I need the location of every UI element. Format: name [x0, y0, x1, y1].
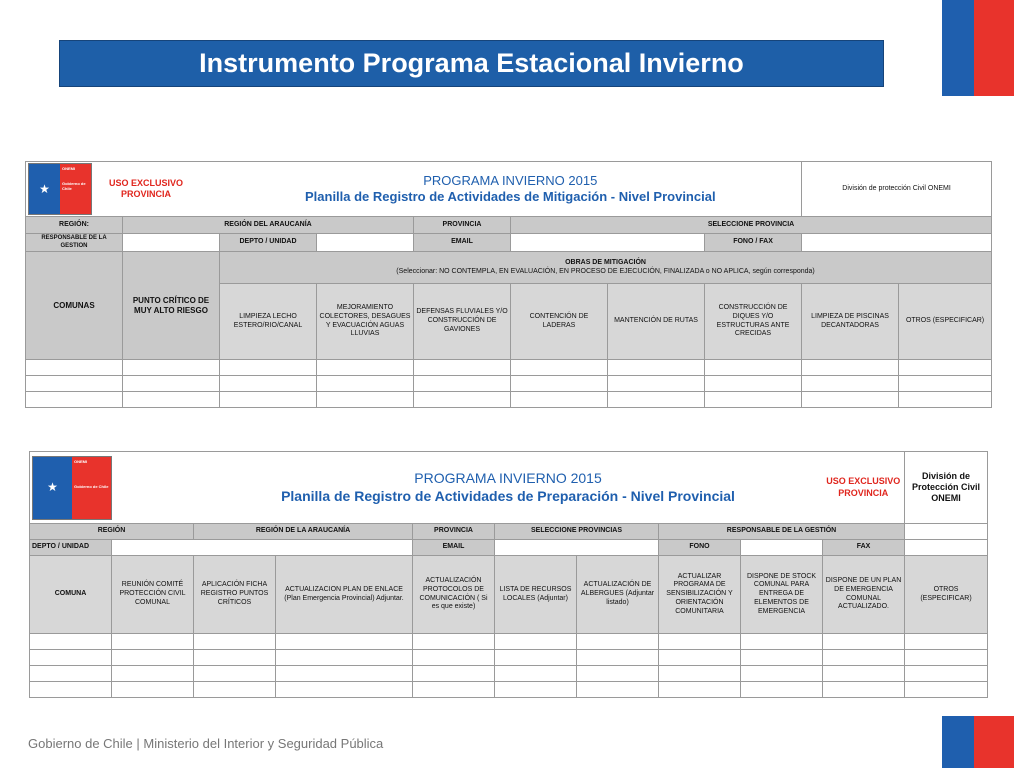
table-row	[30, 634, 988, 650]
column-header: OTROS (ESPECIFICAR)	[905, 556, 988, 634]
email-label: EMAIL	[414, 234, 511, 252]
table-cell[interactable]	[220, 360, 317, 376]
table-cell[interactable]	[577, 634, 659, 650]
obras-title: OBRAS DE MITIGACIÓN	[565, 258, 646, 266]
responsable-label: RESPONSABLE DE LA GESTION	[26, 234, 123, 252]
comuna-header: COMUNA	[30, 556, 112, 634]
table-row	[26, 360, 992, 376]
header-logo-cell	[26, 162, 220, 217]
depto-label: DEPTO / UNIDAD	[220, 234, 317, 252]
table-cell[interactable]	[741, 634, 823, 650]
table-cell[interactable]	[899, 376, 992, 392]
programa-label: PROGRAMA INVIERNO 2015	[414, 470, 602, 486]
table-cell[interactable]	[30, 666, 112, 682]
column-header: LISTA DE RECURSOS LOCALES (Adjuntar)	[495, 556, 577, 634]
table-cell[interactable]	[413, 666, 495, 682]
table-cell[interactable]	[413, 634, 495, 650]
table-cell[interactable]	[823, 682, 905, 698]
star-icon: ★	[47, 480, 58, 494]
table-cell[interactable]	[608, 392, 705, 408]
table-cell[interactable]	[577, 650, 659, 666]
table-cell[interactable]	[608, 376, 705, 392]
table-cell[interactable]	[577, 682, 659, 698]
column-header: MANTENCIÓN DE RUTAS	[608, 284, 705, 360]
table-cell[interactable]	[194, 666, 276, 682]
column-header: REUNIÓN COMITÉ PROTECCIÓN CIVIL COMUNAL	[112, 556, 194, 634]
column-header: MEJORAMIENTO COLECTORES, DESAGUES Y EVACUACIÓN AGUAS LLUVIAS	[317, 284, 414, 360]
table-row	[30, 650, 988, 666]
table-cell[interactable]	[705, 376, 802, 392]
onemi-logo: ★ ONEMI Gobierno de Chile	[32, 456, 112, 520]
fono-fax-input[interactable]	[802, 234, 992, 252]
depto-label: DEPTO / UNIDAD	[30, 540, 112, 556]
table-row	[26, 392, 992, 408]
table-cell[interactable]	[414, 392, 511, 408]
table-row	[30, 666, 988, 682]
table-cell[interactable]	[802, 360, 899, 376]
table-cell[interactable]	[194, 634, 276, 650]
column-header: OTROS (ESPECIFICAR)	[899, 284, 992, 360]
column-header: DISPONE DE STOCK COMUNAL PARA ENTREGA DE ELEMENTOS DE EMERGENCIA	[741, 556, 823, 634]
table-cell[interactable]	[30, 634, 112, 650]
email-input[interactable]	[511, 234, 705, 252]
planilla-label: Planilla de Registro de Actividades de Preparación - Nivel Provincial	[281, 487, 735, 504]
table-cell[interactable]	[741, 650, 823, 666]
region-value: REGIÓN DEL ARAUCANÍA	[123, 217, 414, 234]
mitigation-form-table	[25, 161, 992, 408]
table-cell[interactable]	[608, 360, 705, 376]
depto-input[interactable]	[317, 234, 414, 252]
column-header: ACTUALIZACION PLAN DE ENLACE (Plan Emergencia Provincial) Adjuntar.	[276, 556, 413, 634]
table-cell[interactable]	[659, 634, 741, 650]
table-cell[interactable]	[899, 360, 992, 376]
uso-exclusivo-label: USO EXCLUSIVO PROVINCIA	[108, 177, 183, 199]
division-label: División de protección Civil ONEMI	[802, 162, 992, 217]
region-label: REGIÓN:	[26, 217, 123, 234]
division-label: División de Protección Civil ONEMI	[905, 452, 988, 524]
column-header: CONTENCIÓN DE LADERAS	[511, 284, 608, 360]
slide-title: Instrumento Programa Estacional Invierno	[59, 40, 884, 87]
obras-header	[220, 252, 992, 284]
programa-label: PROGRAMA INVIERNO 2015	[423, 172, 598, 188]
table-cell[interactable]	[905, 650, 988, 666]
table-cell[interactable]	[905, 682, 988, 698]
table-cell[interactable]	[317, 376, 414, 392]
table-cell[interactable]	[659, 682, 741, 698]
table-cell[interactable]	[413, 650, 495, 666]
column-header: ACTUALIZACIÓN PROTOCOLOS DE COMUNICACIÓN ( Si es que existe)	[413, 556, 495, 634]
table-cell[interactable]	[511, 360, 608, 376]
table-cell[interactable]	[659, 666, 741, 682]
preparation-form-table	[29, 451, 988, 698]
star-icon: ★	[39, 181, 50, 196]
table-cell[interactable]	[511, 392, 608, 408]
provincia-select[interactable]: SELECCIONE PROVINCIA	[511, 217, 992, 234]
table-cell[interactable]	[194, 650, 276, 666]
punto-critico-header: PUNTO CRÍTICO DE MUY ALTO RIESGO	[123, 252, 220, 360]
header-title-cell	[220, 162, 802, 217]
table-cell[interactable]	[112, 682, 194, 698]
column-header: ACTUALIZAR PROGRAMA DE SENSIBILIZACIÓN Y ORIENTACIÓN COMUNITARIA	[659, 556, 741, 634]
table-cell[interactable]	[741, 666, 823, 682]
obras-subtitle: (Seleccionar: NO CONTEMPLA, EN EVALUACIÓN, EN PROCESO DE EJECUCIÓN, FINALIZADA o NO APLICA, según corresponda)	[396, 267, 815, 275]
table-cell[interactable]	[123, 376, 220, 392]
table-cell[interactable]	[317, 392, 414, 408]
region-value: REGIÓN DE LA ARAUCANÍA	[194, 524, 413, 540]
column-header: DISPONE DE UN PLAN DE EMERGENCIA COMUNAL ACTUALIZADO.	[823, 556, 905, 634]
responsable-label: RESPONSABLE DE LA GESTIÓN	[659, 524, 905, 540]
chile-flag-stripe-top	[942, 0, 1014, 96]
table-cell[interactable]	[659, 650, 741, 666]
table-cell[interactable]	[905, 634, 988, 650]
header-logo-cell	[30, 452, 194, 524]
table-cell[interactable]	[276, 650, 413, 666]
depto-input[interactable]	[112, 540, 413, 556]
table-cell[interactable]	[30, 650, 112, 666]
table-cell[interactable]	[220, 392, 317, 408]
table-cell[interactable]	[317, 360, 414, 376]
table-cell[interactable]	[123, 392, 220, 408]
table-cell[interactable]	[220, 376, 317, 392]
table-cell[interactable]	[30, 682, 112, 698]
column-header: APLICACIÓN FICHA REGISTRO PUNTOS CRÍTICOS	[194, 556, 276, 634]
column-header: LIMPIEZA LECHO ESTERO/RIO/CANAL	[220, 284, 317, 360]
responsable-input[interactable]	[123, 234, 220, 252]
table-cell[interactable]	[802, 376, 899, 392]
table-cell[interactable]	[705, 360, 802, 376]
table-cell[interactable]	[495, 634, 577, 650]
table-cell[interactable]	[495, 650, 577, 666]
table-cell[interactable]	[26, 392, 123, 408]
region-label: REGIÓN	[30, 524, 194, 540]
table-cell[interactable]	[741, 682, 823, 698]
table-cell[interactable]	[276, 634, 413, 650]
fono-input[interactable]	[741, 540, 823, 556]
table-cell[interactable]	[194, 682, 276, 698]
responsable-input[interactable]	[905, 524, 988, 540]
table-cell[interactable]	[577, 666, 659, 682]
column-header: LIMPIEZA DE PISCINAS DECANTADORAS	[802, 284, 899, 360]
fax-input[interactable]	[905, 540, 988, 556]
table-cell[interactable]	[802, 392, 899, 408]
table-cell[interactable]	[823, 634, 905, 650]
fono-fax-label: FONO / FAX	[705, 234, 802, 252]
table-cell[interactable]	[899, 392, 992, 408]
table-cell[interactable]	[823, 666, 905, 682]
column-header: CONSTRUCCIÓN DE DIQUES Y/O ESTRUCTURAS ANTE CRECIDAS	[705, 284, 802, 360]
table-cell[interactable]	[276, 682, 413, 698]
table-cell[interactable]	[112, 650, 194, 666]
uso-exclusivo-label: USO EXCLUSIVO PROVINCIA	[823, 452, 905, 524]
chile-flag-stripe-bottom	[942, 716, 1014, 768]
fax-label: FAX	[823, 540, 905, 556]
fono-label: FONO	[659, 540, 741, 556]
planilla-label: Planilla de Registro de Actividades de Mitigación - Nivel Provincial	[304, 189, 716, 204]
table-cell[interactable]	[276, 666, 413, 682]
table-cell[interactable]	[414, 360, 511, 376]
table-cell[interactable]	[112, 634, 194, 650]
comunas-header: COMUNAS	[26, 252, 123, 360]
column-header: DEFENSAS FLUVIALES Y/O CONSTRUCCIÓN DE GAVIONES	[414, 284, 511, 360]
provincia-label: PROVINCIA	[414, 217, 511, 234]
table-cell[interactable]	[414, 376, 511, 392]
email-label: EMAIL	[413, 540, 495, 556]
provincia-label: PROVINCIA	[413, 524, 495, 540]
footer-text: Gobierno de Chile | Ministerio del Interior y Seguridad Pública	[28, 736, 384, 751]
header-title-cell	[194, 452, 823, 524]
table-row	[30, 682, 988, 698]
onemi-logo: ★ ONEMI Gobierno de Chile	[28, 163, 92, 215]
email-input[interactable]	[495, 540, 659, 556]
table-cell[interactable]	[112, 666, 194, 682]
table-cell[interactable]	[511, 376, 608, 392]
table-cell[interactable]	[123, 360, 220, 376]
table-cell[interactable]	[705, 392, 802, 408]
table-cell[interactable]	[495, 666, 577, 682]
table-row	[26, 376, 992, 392]
table-cell[interactable]	[26, 376, 123, 392]
table-cell[interactable]	[413, 682, 495, 698]
provincia-select[interactable]: SELECCIONE PROVINCIAS	[495, 524, 659, 540]
table-cell[interactable]	[26, 360, 123, 376]
column-header: ACTUALIZACIÓN DE ALBERGUES (Adjuntar listado)	[577, 556, 659, 634]
table-cell[interactable]	[495, 682, 577, 698]
table-cell[interactable]	[905, 666, 988, 682]
table-cell[interactable]	[823, 650, 905, 666]
